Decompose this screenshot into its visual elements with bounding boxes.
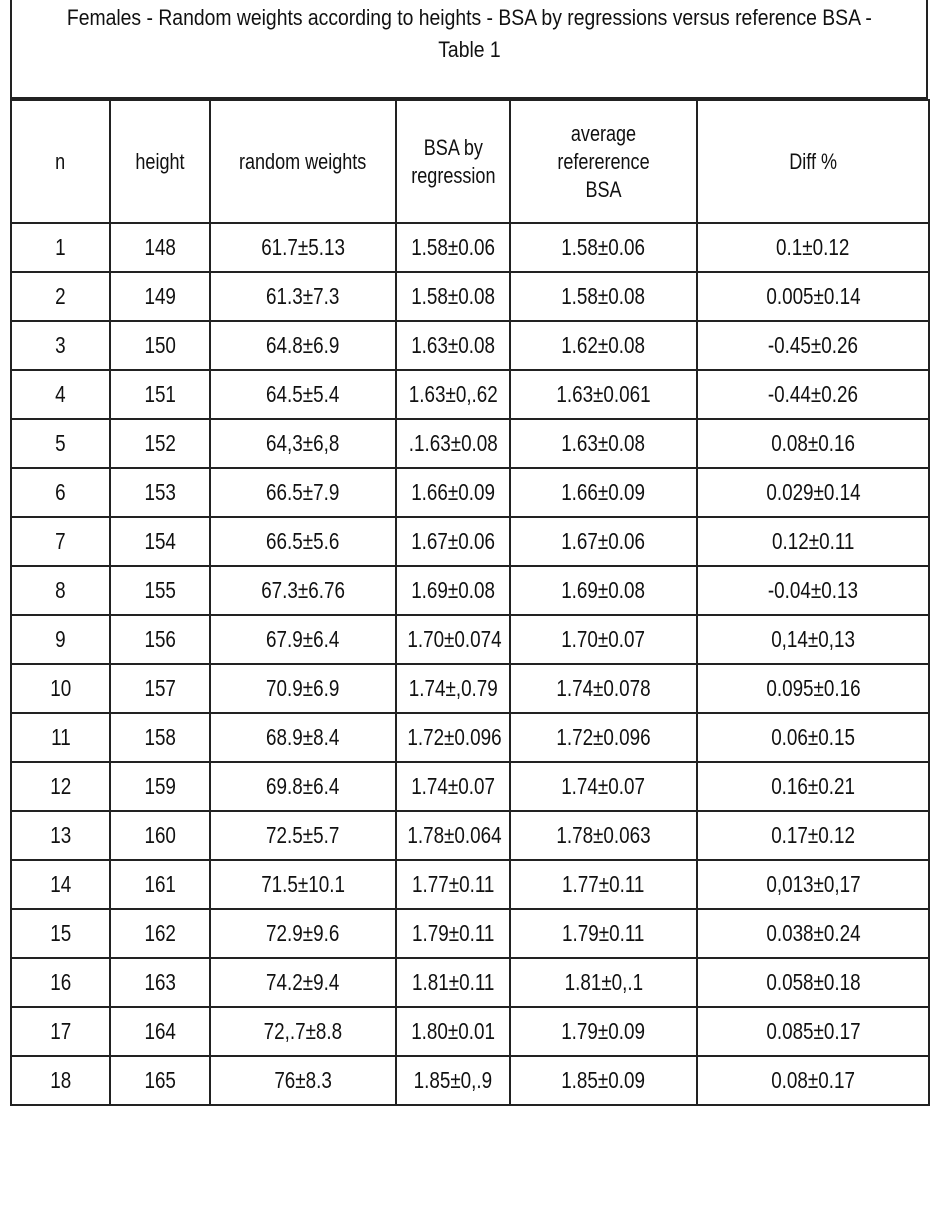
cell-n: 8 (11, 566, 110, 615)
cell-random-weights: 64.8±6.9 (210, 321, 396, 370)
cell-height: 149 (110, 272, 210, 321)
cell-bsa-regression: 1.63±0,.62 (396, 370, 510, 419)
cell-random-weights: 61.7±5.13 (210, 223, 396, 272)
cell-height: 164 (110, 1007, 210, 1056)
cell-height: 154 (110, 517, 210, 566)
cell-reference-bsa: 1.74±0.078 (510, 664, 697, 713)
cell-reference-bsa: 1.77±0.11 (510, 860, 697, 909)
cell-random-weights: 70.9±6.9 (210, 664, 396, 713)
table-row (11, 860, 929, 909)
cell-bsa-regression: .1.63±0.08 (396, 419, 510, 468)
table-row (11, 615, 929, 664)
cell-diff: 0,14±0,13 (697, 615, 929, 664)
header-height: height (110, 100, 210, 223)
cell-n: 13 (11, 811, 110, 860)
cell-height: 165 (110, 1056, 210, 1105)
cell-diff: 0.08±0.17 (697, 1056, 929, 1105)
table-row (11, 664, 929, 713)
cell-diff: 0.029±0.14 (697, 468, 929, 517)
cell-random-weights: 68.9±8.4 (210, 713, 396, 762)
table-row (11, 370, 929, 419)
cell-random-weights: 66.5±5.6 (210, 517, 396, 566)
cell-n: 15 (11, 909, 110, 958)
cell-height: 153 (110, 468, 210, 517)
table-row (11, 419, 929, 468)
cell-bsa-regression: 1.74±0.07 (396, 762, 510, 811)
cell-diff: 0.16±0.21 (697, 762, 929, 811)
table-row (11, 272, 929, 321)
cell-bsa-regression: 1.79±0.11 (396, 909, 510, 958)
cell-diff: 0.08±0.16 (697, 419, 929, 468)
cell-reference-bsa: 1.81±0,.1 (510, 958, 697, 1007)
cell-diff: -0.04±0.13 (697, 566, 929, 615)
table-row (11, 811, 929, 860)
cell-n: 9 (11, 615, 110, 664)
table-row (11, 1056, 929, 1105)
table-row (11, 223, 929, 272)
table-title-box (10, 0, 928, 99)
cell-reference-bsa: 1.79±0.11 (510, 909, 697, 958)
cell-random-weights: 69.8±6.4 (210, 762, 396, 811)
cell-bsa-regression: 1.72±0.096 (396, 713, 510, 762)
cell-reference-bsa: 1.63±0.061 (510, 370, 697, 419)
cell-random-weights: 61.3±7.3 (210, 272, 396, 321)
cell-diff: 0.06±0.15 (697, 713, 929, 762)
cell-diff: 0.038±0.24 (697, 909, 929, 958)
cell-random-weights: 72.9±9.6 (210, 909, 396, 958)
cell-height: 155 (110, 566, 210, 615)
header-diff-percent: Diff % (697, 100, 929, 223)
cell-n: 7 (11, 517, 110, 566)
cell-bsa-regression: 1.63±0.08 (396, 321, 510, 370)
cell-height: 148 (110, 223, 210, 272)
table-row (11, 566, 929, 615)
cell-random-weights: 66.5±7.9 (210, 468, 396, 517)
cell-diff: 0,013±0,17 (697, 860, 929, 909)
cell-random-weights: 72,.7±8.8 (210, 1007, 396, 1056)
cell-bsa-regression: 1.74±,0.79 (396, 664, 510, 713)
cell-random-weights: 72.5±5.7 (210, 811, 396, 860)
cell-bsa-regression: 1.78±0.064 (396, 811, 510, 860)
cell-diff: 0.058±0.18 (697, 958, 929, 1007)
cell-diff: 0.005±0.14 (697, 272, 929, 321)
table-body (11, 223, 929, 1105)
cell-reference-bsa: 1.85±0.09 (510, 1056, 697, 1105)
cell-height: 160 (110, 811, 210, 860)
cell-n: 10 (11, 664, 110, 713)
cell-n: 6 (11, 468, 110, 517)
cell-height: 163 (110, 958, 210, 1007)
cell-reference-bsa: 1.74±0.07 (510, 762, 697, 811)
cell-random-weights: 74.2±9.4 (210, 958, 396, 1007)
cell-diff: -0.45±0.26 (697, 321, 929, 370)
cell-reference-bsa: 1.58±0.08 (510, 272, 697, 321)
cell-height: 151 (110, 370, 210, 419)
header-n: n (11, 100, 110, 223)
cell-height: 162 (110, 909, 210, 958)
cell-n: 4 (11, 370, 110, 419)
cell-n: 11 (11, 713, 110, 762)
cell-height: 157 (110, 664, 210, 713)
cell-height: 152 (110, 419, 210, 468)
table-row (11, 958, 929, 1007)
cell-reference-bsa: 1.58±0.06 (510, 223, 697, 272)
cell-height: 161 (110, 860, 210, 909)
table-subtitle: Table 1 (437, 37, 501, 62)
table-row (11, 321, 929, 370)
cell-n: 12 (11, 762, 110, 811)
table-row (11, 468, 929, 517)
cell-n: 16 (11, 958, 110, 1007)
cell-bsa-regression: 1.80±0.01 (396, 1007, 510, 1056)
cell-random-weights: 64.5±5.4 (210, 370, 396, 419)
cell-random-weights: 71.5±10.1 (210, 860, 396, 909)
cell-reference-bsa: 1.62±0.08 (510, 321, 697, 370)
cell-n: 1 (11, 223, 110, 272)
table-title: Females - Random weights according to heights - BSA by regressions versus reference BSA - (66, 5, 872, 30)
cell-bsa-regression: 1.67±0.06 (396, 517, 510, 566)
cell-diff: 0.12±0.11 (697, 517, 929, 566)
cell-reference-bsa: 1.66±0.09 (510, 468, 697, 517)
cell-n: 17 (11, 1007, 110, 1056)
cell-random-weights: 67.3±6.76 (210, 566, 396, 615)
header-random-weights: random weights (210, 100, 396, 223)
cell-random-weights: 76±8.3 (210, 1056, 396, 1105)
cell-diff: 0.1±0.12 (697, 223, 929, 272)
cell-bsa-regression: 1.85±0,.9 (396, 1056, 510, 1105)
cell-n: 5 (11, 419, 110, 468)
cell-height: 158 (110, 713, 210, 762)
table-row (11, 713, 929, 762)
cell-random-weights: 64,3±6,8 (210, 419, 396, 468)
cell-reference-bsa: 1.72±0.096 (510, 713, 697, 762)
cell-bsa-regression: 1.66±0.09 (396, 468, 510, 517)
cell-n: 3 (11, 321, 110, 370)
cell-height: 159 (110, 762, 210, 811)
cell-bsa-regression: 1.70±0.074 (396, 615, 510, 664)
header-row (11, 100, 929, 223)
table-row (11, 517, 929, 566)
cell-height: 156 (110, 615, 210, 664)
cell-reference-bsa: 1.67±0.06 (510, 517, 697, 566)
header-average-reference-bsa (510, 100, 697, 223)
cell-bsa-regression: 1.81±0.11 (396, 958, 510, 1007)
cell-reference-bsa: 1.63±0.08 (510, 419, 697, 468)
header-ref-line1: average refererence (557, 120, 650, 174)
cell-bsa-regression: 1.58±0.06 (396, 223, 510, 272)
header-ref-line2: BSA (585, 176, 622, 202)
header-bsa-line1: BSA by (423, 134, 483, 160)
cell-random-weights: 67.9±6.4 (210, 615, 396, 664)
header-bsa-line2: regression (410, 162, 496, 188)
cell-diff: 0.17±0.12 (697, 811, 929, 860)
cell-n: 2 (11, 272, 110, 321)
table-row (11, 909, 929, 958)
cell-diff: -0.44±0.26 (697, 370, 929, 419)
cell-reference-bsa: 1.70±0.07 (510, 615, 697, 664)
cell-n: 18 (11, 1056, 110, 1105)
cell-n: 14 (11, 860, 110, 909)
bsa-table (10, 99, 930, 1106)
table-row (11, 1007, 929, 1056)
cell-diff: 0.095±0.16 (697, 664, 929, 713)
cell-bsa-regression: 1.69±0.08 (396, 566, 510, 615)
cell-bsa-regression: 1.77±0.11 (396, 860, 510, 909)
header-bsa-by-regression (396, 100, 510, 223)
cell-diff: 0.085±0.17 (697, 1007, 929, 1056)
table-row (11, 762, 929, 811)
cell-reference-bsa: 1.78±0.063 (510, 811, 697, 860)
cell-bsa-regression: 1.58±0.08 (396, 272, 510, 321)
cell-height: 150 (110, 321, 210, 370)
cell-reference-bsa: 1.79±0.09 (510, 1007, 697, 1056)
cell-reference-bsa: 1.69±0.08 (510, 566, 697, 615)
